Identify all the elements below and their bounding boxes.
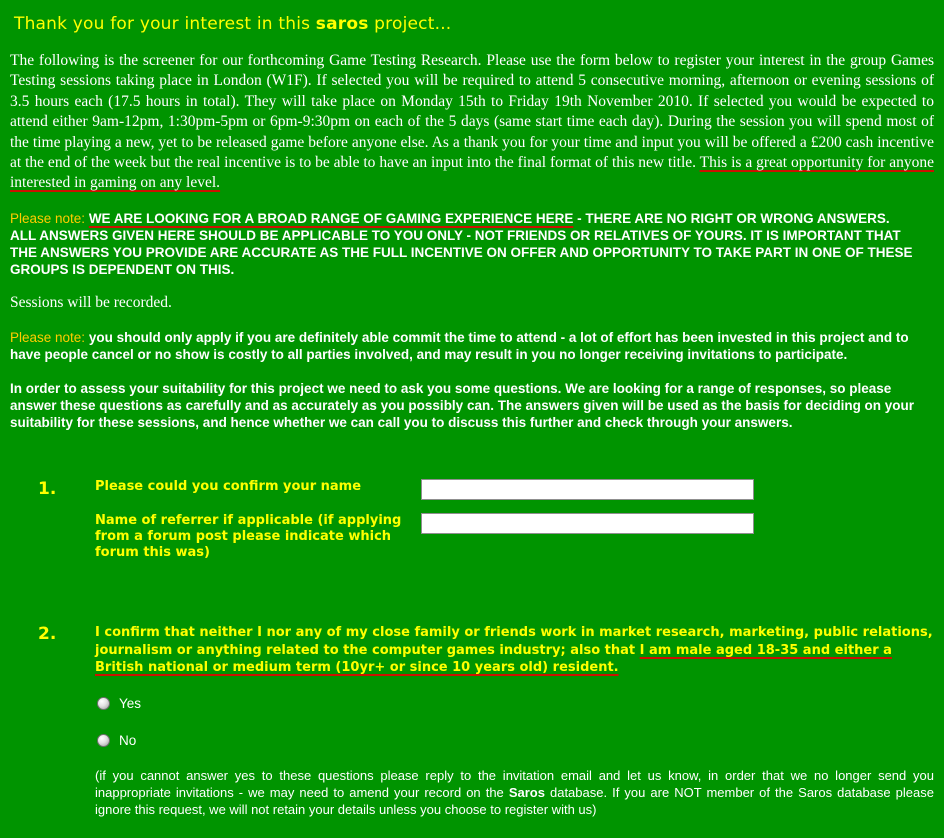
sessions-recorded-text: Sessions will be recorded. bbox=[10, 293, 172, 311]
note-commitment bbox=[10, 329, 915, 363]
note1-underlined: WE ARE LOOKING FOR A BROAD RANGE OF GAMING EXPERIENCE HERE bbox=[88, 210, 574, 226]
no-radio-button[interactable] bbox=[97, 734, 110, 747]
referrer-input[interactable] bbox=[421, 513, 754, 534]
radio-option-yes bbox=[97, 696, 934, 711]
brand-name: saros bbox=[315, 14, 369, 34]
please-note-label-1: Please note: bbox=[10, 210, 89, 226]
intro-paragraph bbox=[10, 51, 934, 194]
footnote-before-brand: (if you cannot answer yes to these questions please reply to the invitation email and let us know, in order that we no longer send you inappropriate invitations - we may need to amend your record on the bbox=[95, 767, 934, 800]
page-title bbox=[14, 14, 934, 34]
yes-radio-label: Yes bbox=[119, 695, 142, 711]
footnote-brand: Saros bbox=[508, 784, 545, 800]
q2-underlined: I am male aged 18-35 and either a British national or medium term (10yr+ or since 10 years old) resident. bbox=[95, 642, 892, 676]
note2-text: you should only apply if you are definitely able commit the time to attend - a lot of effort has been invested in this project and to have people cancel or no show is costly to all parties involved, and may result in you no longer receiving invitations to participate. bbox=[10, 330, 909, 363]
assess-paragraph: In order to assess your suitability for this project we need to ask you some questions. We are looking for a range of responses, so please answer these questions as carefully and as accurately as you possibly can. The answers given will be used as the basis for deciding on your suitability for these sessions, and hence whether we can call you to discuss this further and check through your answers. bbox=[10, 381, 915, 431]
referrer-row bbox=[95, 513, 934, 561]
radio-option-no bbox=[97, 733, 934, 748]
page-title-prefix: Thank you for your interest in this bbox=[14, 14, 316, 34]
no-radio-label: No bbox=[119, 732, 137, 748]
question-1-number: 1. bbox=[38, 479, 57, 500]
note1-rest: - THERE ARE NO RIGHT OR WRONG ANSWERS. ALL ANSWERS GIVEN HERE SHOULD BE APPLICABLE TO YOU ONLY - NOT FRIENDS OR RELATIVES OF YOURS. IT IS IMPORTANT THAT THE ANSWERS YOU PROVIDE ARE ACCURATE AS THE FULL INCENTIVE ON OFFER AND OPPORTUNITY TO TAKE PART IN ONE OF THESE GROUPS IS DEPENDENT ON THIS. bbox=[10, 210, 913, 277]
question-2-body bbox=[95, 624, 934, 818]
q2-text-before: I confirm that neither I nor any of my close family or friends work in market research, marketing, public relations, journalism or anything related to the computer games industry; also that bbox=[95, 625, 933, 658]
name-row bbox=[95, 479, 934, 500]
yes-radio-button[interactable] bbox=[97, 697, 110, 710]
footnote-after-brand: database. If you are NOT member of the Saros database please ignore this request, we will not retain your details unless you choose to register with us) bbox=[95, 784, 934, 817]
question-1 bbox=[10, 479, 934, 574]
name-label: Please could you confirm your name bbox=[95, 479, 362, 495]
page-title-suffix: project... bbox=[368, 14, 452, 34]
referrer-label: Name of referrer if applicable (if applying from a forum post please indicate which forum this was) bbox=[95, 513, 402, 561]
intro-text: The following is the screener for our forthcoming Game Testing Research. Please use the form below to register your interest in the group Games Testing sessions taking place in London (W1F). If selected you will be required to attend 5 consecutive morning, afternoon or evening sessions of 3.5 hours each (17.5 hours in total). They will take place on Monday 15th to Friday 19th November 2010. If selected you would be expected to attend either 9am-12pm, 1:30pm-5pm or 6pm-9:30pm on each of the 5 days (same start time each day). During the session you will spend most of the time playing a new, yet to be released game before anyone else. As a thank you for your time and input you will be offered a £200 cash incentive at the end of the week but the real incentive is to be able to have an input into the final format of this new title. bbox=[10, 52, 934, 172]
question-2 bbox=[10, 624, 934, 818]
name-input[interactable] bbox=[421, 479, 754, 500]
note-broad-range bbox=[10, 210, 915, 278]
intro-underlined-sentence: This is a great opportunity for anyone interested in gaming on any level. bbox=[10, 154, 934, 192]
please-note-label-2: Please note: bbox=[10, 330, 89, 346]
question-2-text bbox=[95, 624, 934, 677]
question-1-body bbox=[95, 479, 934, 574]
question-2-footnote bbox=[95, 767, 934, 818]
question-2-number: 2. bbox=[38, 624, 57, 645]
